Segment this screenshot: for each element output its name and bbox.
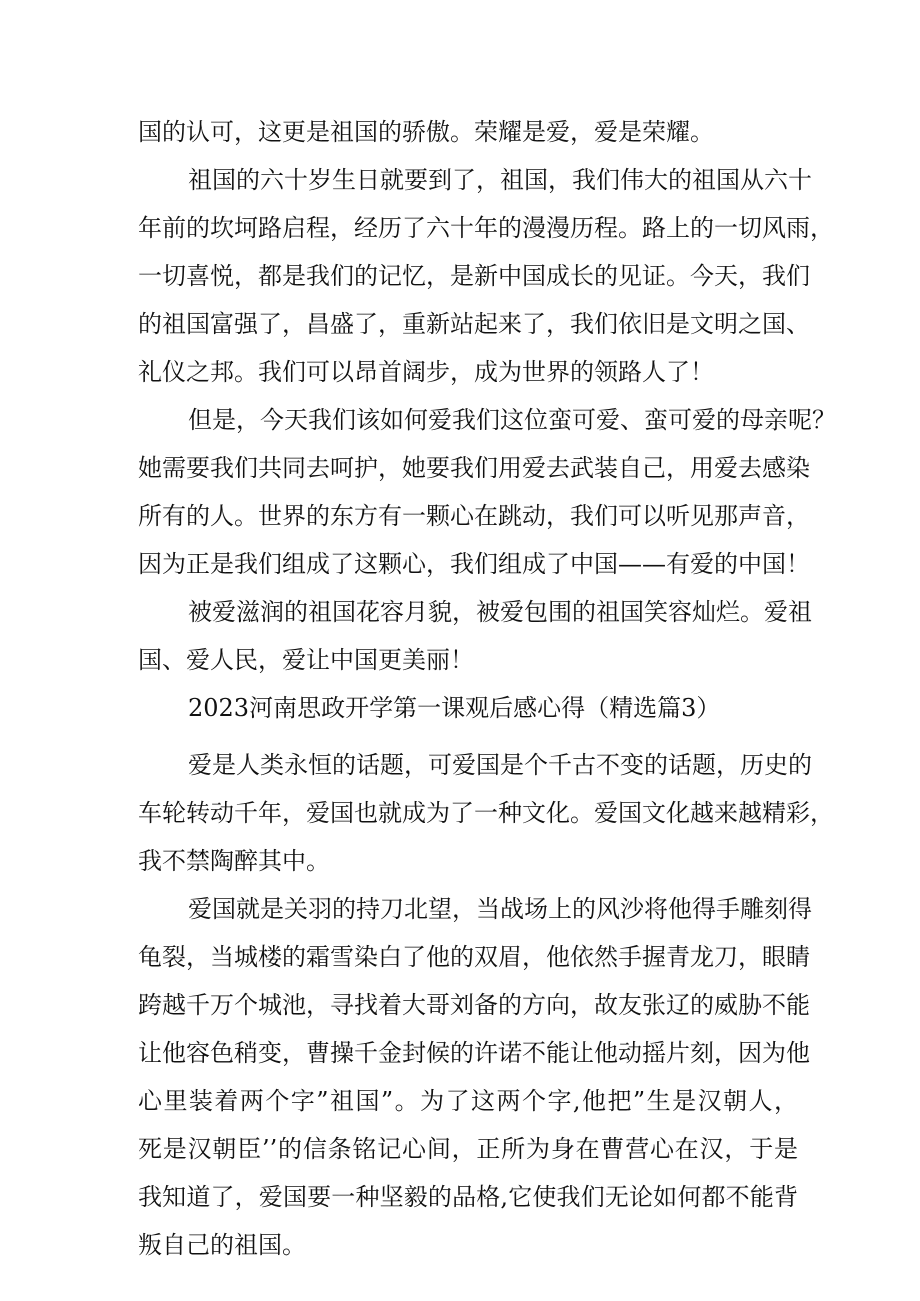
text-line: 一切喜悦，都是我们的记忆，是新中国成长的见证。今天，我们 xyxy=(138,262,810,290)
text-line: 我不禁陶醉其中。 xyxy=(138,847,330,875)
text-line: 的祖国富强了，昌盛了，重新站起来了，我们依旧是文明之国、 xyxy=(138,310,810,338)
text-line: 车轮转动千年，爱国也就成为了一种文化。爱国文化越来越精彩， xyxy=(138,799,834,827)
text-line: 国、爱人民，爱让中国更美丽！ xyxy=(138,646,474,674)
text-line: 国的认可，这更是祖国的骄傲。荣耀是爱，爱是荣耀。 xyxy=(138,118,714,146)
text-line: 年前的坎坷路启程，经历了六十年的漫漫历程。路上的一切风雨， xyxy=(138,214,834,242)
text-line: 祖国的六十岁生日就要到了，祖国，我们伟大的祖国从六十 xyxy=(188,166,812,194)
text-line: 我知道了，爱国要一种坚毅的品格,它使我们无论如何都不能背 xyxy=(138,1183,798,1211)
text-line: 让他容色稍变，曹操千金封候的许诺不能让他动摇片刻，因为他 xyxy=(138,1039,810,1067)
text-line: 被爱滋润的祖国花容月貌，被爱包围的祖国笑容灿烂。爱祖 xyxy=(188,598,812,626)
text-line: 礼仪之邦。我们可以昂首阔步，成为世界的领路人了！ xyxy=(138,358,714,386)
section-heading: 2023河南思政开学第一课观后感心得（精选篇3） xyxy=(188,694,721,722)
text-line: 死是汉朝臣’’的信条铭记心间，正所为身在曹营心在汉，于是 xyxy=(138,1135,798,1163)
text-line: 心里装着两个字”祖国”。为了这两个字,他把”生是汉朝人， xyxy=(138,1087,798,1115)
text-line: 爱是人类永恒的话题，可爱国是个千古不变的话题，历史的 xyxy=(188,751,812,779)
text-line: 龟裂，当城楼的霜雪染白了他的双眉，他依然手握青龙刀，眼睛 xyxy=(138,943,810,971)
text-line: 因为正是我们组成了这颗心，我们组成了中国——有爱的中国！ xyxy=(138,550,810,578)
text-line: 爱国就是关羽的持刀北望，当战场上的风沙将他得手雕刻得 xyxy=(188,895,812,923)
text-line: 但是，今天我们该如何爱我们这位蛮可爱、蛮可爱的母亲呢？ xyxy=(188,406,836,434)
text-line: 所有的人。世界的东方有一颗心在跳动，我们可以听见那声音， xyxy=(138,502,810,530)
text-line: 跨越千万个城池，寻找着大哥刘备的方向，故友张辽的威胁不能 xyxy=(138,991,810,1019)
text-line: 叛自己的祖国。 xyxy=(138,1231,306,1259)
text-line: 她需要我们共同去呵护，她要我们用爱去武装自己，用爱去感染 xyxy=(138,454,810,482)
